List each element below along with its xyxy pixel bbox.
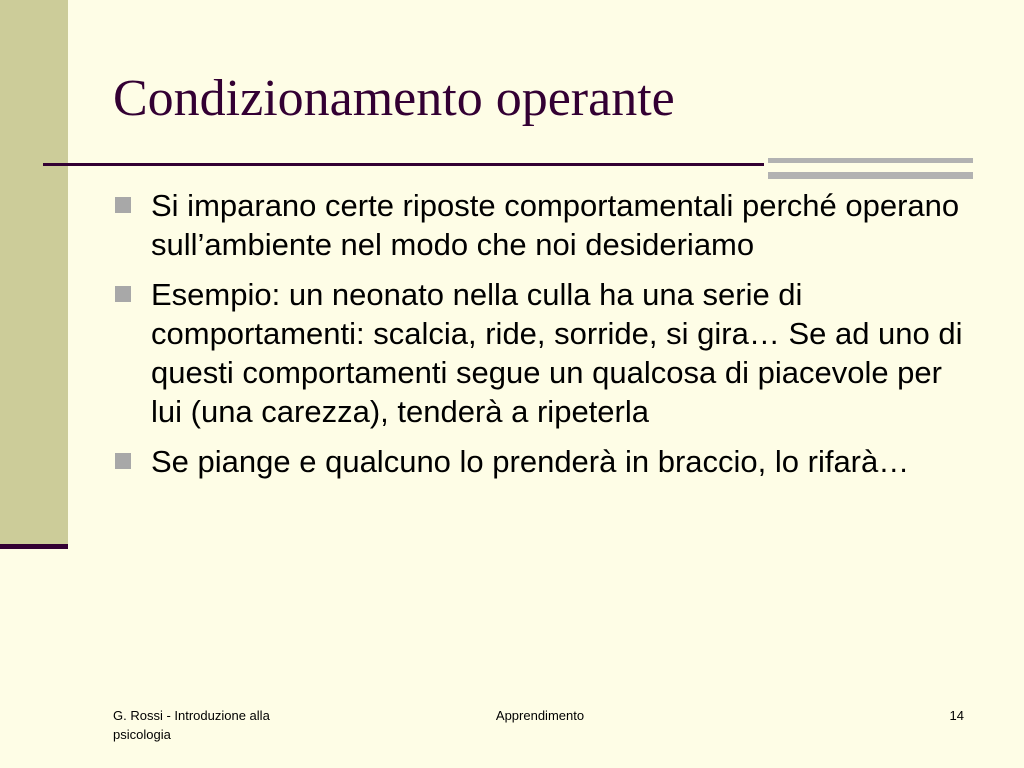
left-accent-line [0,544,68,549]
slide-title: Condizionamento operante [113,70,675,127]
bullet-list [113,186,973,492]
right-decor-bar-bottom [768,172,973,179]
bullet-text: Esempio: un neonato nella culla ha una serie di comportamenti: scalcia, ride, sorride, si gira… Se ad uno di questi comportamenti segue un qualcosa di piacevole per lui (una carezza), tenderà a ripeterla [151,277,963,429]
footer-author: G. Rossi - Introduzione alla psicologia [113,708,270,742]
page-number: 14 [949,708,964,723]
title-divider [43,163,764,166]
bullet-text: Si imparano certe riposte comportamentali perché operano sull’ambiente nel modo che noi desideriamo [151,188,960,262]
bullet-item [113,442,973,481]
bullet-text: Se piange e qualcuno lo prenderà in braccio, lo rifarà… [151,444,910,479]
square-bullet-icon [115,197,131,213]
bullet-item [113,186,973,264]
square-bullet-icon [115,453,131,469]
right-decor-bar-top [768,158,973,163]
square-bullet-icon [115,286,131,302]
left-decor-band [0,0,68,544]
footer-section: Apprendimento [495,708,585,723]
bullet-item [113,275,973,431]
